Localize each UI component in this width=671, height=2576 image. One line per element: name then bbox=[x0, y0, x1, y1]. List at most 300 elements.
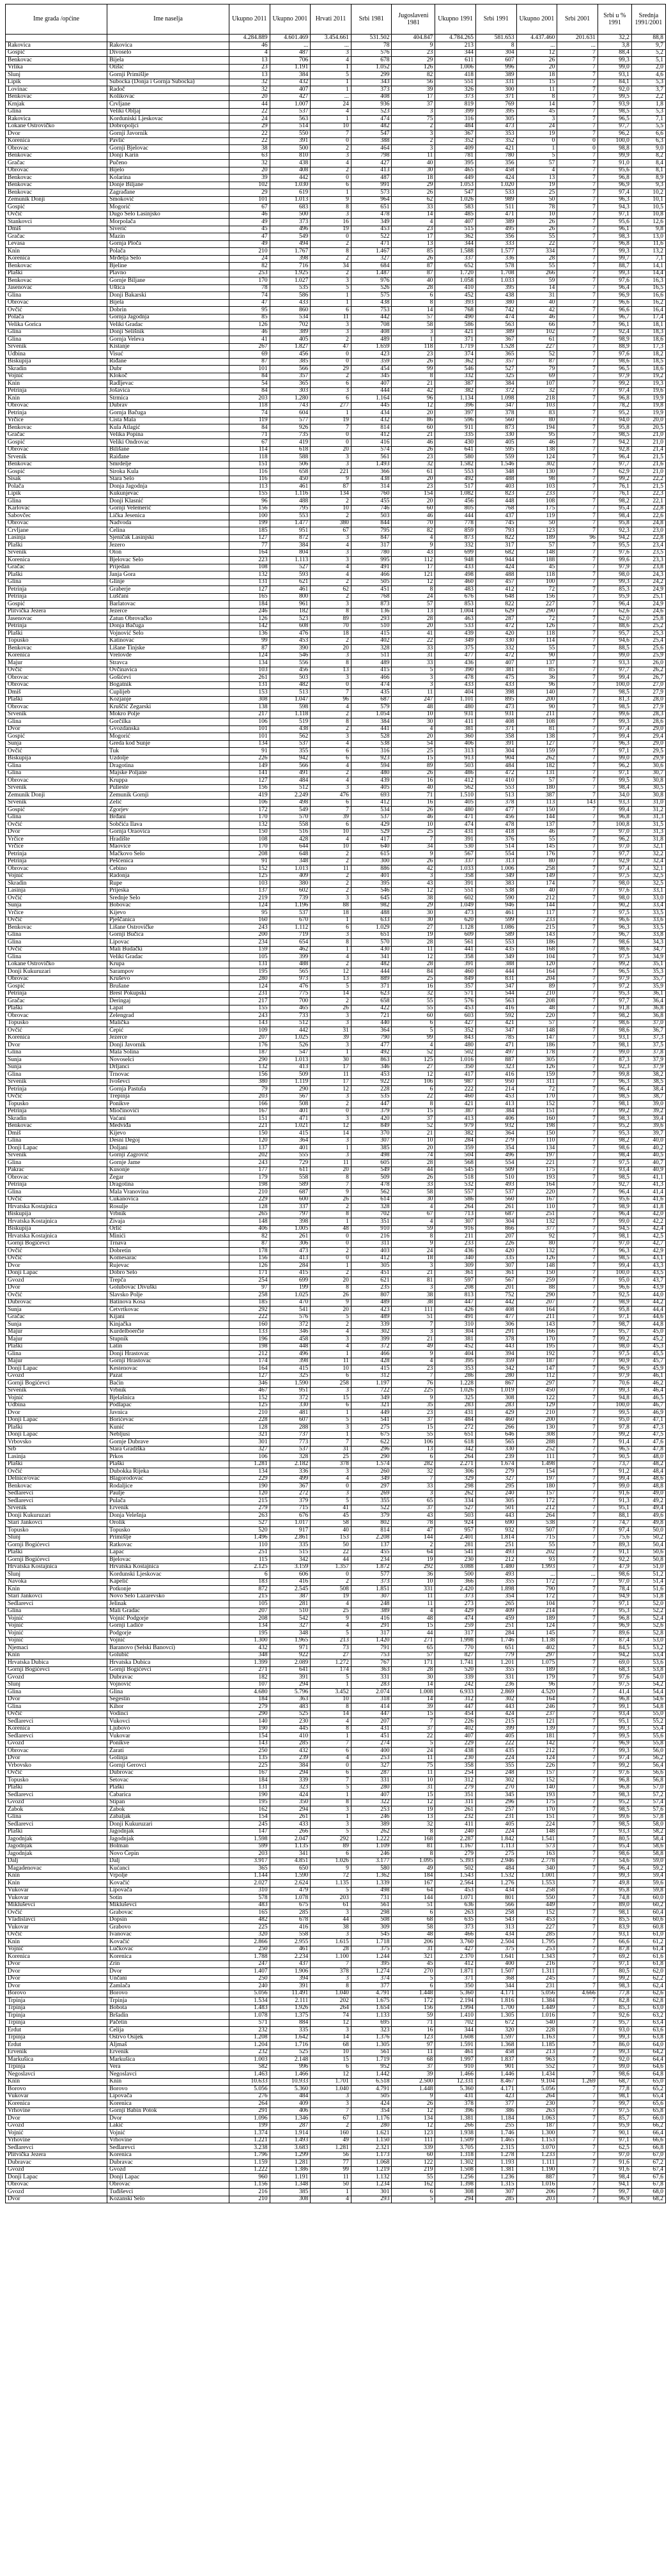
value-cell: 264 bbox=[516, 2093, 557, 2100]
value-cell: 98,1 bbox=[598, 1233, 631, 1241]
value-cell: 9 bbox=[392, 1351, 435, 1358]
value-cell: 3 bbox=[311, 652, 351, 660]
value-cell: 0 bbox=[311, 1240, 351, 1248]
table-row bbox=[6, 1277, 666, 1285]
value-cell: 395 bbox=[435, 160, 476, 167]
value-cell: 2.027 bbox=[229, 1880, 270, 1888]
value-cell: 199 bbox=[270, 1284, 311, 1292]
value-cell: 23 bbox=[392, 1409, 435, 1417]
value-cell: 729 bbox=[270, 1160, 311, 1167]
value-cell: 167 bbox=[229, 1769, 270, 1777]
settlement-cell: Kozanski Selo bbox=[107, 2196, 229, 2203]
value-cell: 96,3 bbox=[598, 740, 631, 748]
table-row bbox=[6, 49, 666, 57]
municipality-cell: Delnice/ovac bbox=[6, 1475, 107, 1483]
value-cell: 126 bbox=[516, 1255, 557, 1262]
municipality-cell: Gračac bbox=[6, 998, 107, 1005]
value-cell: 58,4 bbox=[631, 1836, 665, 1843]
value-cell: 101 bbox=[229, 366, 270, 373]
value-cell: 88,5 bbox=[598, 645, 631, 653]
municipality-cell: Ovčić bbox=[6, 917, 107, 924]
value-cell: 6 bbox=[392, 292, 435, 300]
value-cell: 394 bbox=[270, 1975, 311, 1983]
value-cell: 99,2 bbox=[598, 1975, 631, 1983]
value-cell: 574 bbox=[351, 446, 392, 454]
settlement-cell: Dalj bbox=[107, 1858, 229, 1865]
value-cell: 192 bbox=[516, 1351, 557, 1358]
table-row bbox=[6, 1137, 666, 1145]
municipality-cell: Gornji Bogićevci bbox=[6, 1240, 107, 1248]
value-cell: 1.302 bbox=[435, 2159, 476, 2167]
value-cell: 40 bbox=[392, 277, 435, 285]
value-cell: 266 bbox=[270, 1828, 311, 1836]
municipality-cell: Glina bbox=[6, 1689, 107, 1696]
value-cell: 690 bbox=[475, 1519, 516, 1527]
value-cell: 18 bbox=[392, 175, 435, 182]
table-row bbox=[6, 1931, 666, 1939]
value-cell: 96,8 bbox=[598, 1777, 631, 1785]
table-row bbox=[6, 2078, 666, 2086]
value-cell: 18 bbox=[392, 1255, 435, 1262]
value-cell: 3,8 bbox=[598, 42, 631, 50]
value-cell: 100,0 bbox=[598, 1402, 631, 1409]
value-cell: 107 bbox=[229, 1681, 270, 1689]
value-cell: 26 bbox=[392, 189, 435, 197]
value-cell: 504 bbox=[435, 1152, 476, 1160]
value-cell: 7 bbox=[557, 1806, 598, 1814]
municipality-cell: Dmiš bbox=[6, 226, 107, 233]
value-cell: 6 bbox=[311, 2063, 351, 2071]
table-row bbox=[6, 93, 666, 101]
value-cell: 30 bbox=[392, 718, 435, 726]
value-cell: 28,6 bbox=[631, 718, 665, 726]
settlement-cell: Novo Selo Lazarevsko bbox=[107, 1593, 229, 1601]
value-cell: 499 bbox=[270, 1475, 311, 1483]
table-row bbox=[6, 792, 666, 800]
value-cell: 7 bbox=[557, 924, 598, 932]
value-cell: 498 bbox=[351, 1152, 392, 1160]
value-cell: 164 bbox=[516, 1696, 557, 1703]
value-cell: 263 bbox=[435, 1909, 476, 1917]
value-cell: 138 bbox=[516, 446, 557, 454]
value-cell: 309 bbox=[351, 1924, 392, 1932]
settlement-cell: Kusonje bbox=[107, 1167, 229, 1174]
value-cell: 331 bbox=[351, 1674, 392, 1682]
value-cell: 961 bbox=[270, 601, 311, 609]
settlement-cell: Dragotina bbox=[107, 1181, 229, 1189]
value-cell: 305 bbox=[516, 1057, 557, 1064]
municipality-cell: Jasenovac bbox=[6, 616, 107, 623]
value-cell: 74,7 bbox=[598, 1519, 631, 1527]
value-cell: 7 bbox=[311, 1960, 351, 1968]
settlement-cell: Čabarica bbox=[107, 1792, 229, 1799]
settlement-cell: Ponikve bbox=[107, 1740, 229, 1748]
value-cell: 280 bbox=[351, 1784, 392, 1792]
settlement-cell: Zelengrad bbox=[107, 1013, 229, 1020]
settlement-cell: Tuđiševci bbox=[107, 2189, 229, 2196]
municipality-cell: Erdut bbox=[6, 2042, 107, 2049]
settlement-cell: Gornja Jagodnja bbox=[107, 314, 229, 322]
value-cell: 45 bbox=[516, 108, 557, 116]
value-cell: 262 bbox=[516, 755, 557, 763]
value-cell: 74 bbox=[229, 292, 270, 300]
value-cell: 390 bbox=[435, 667, 476, 674]
value-cell: 7 bbox=[557, 630, 598, 638]
municipality-cell: Sunja bbox=[6, 1307, 107, 1314]
value-cell: 6.518 bbox=[351, 2078, 392, 2086]
value-cell: 7 bbox=[557, 542, 598, 550]
value-cell: 26 bbox=[392, 770, 435, 777]
value-cell: 106 bbox=[229, 718, 270, 726]
settlement-cell: Jezero bbox=[107, 542, 229, 550]
value-cell: 96,3 bbox=[598, 1248, 631, 1255]
value-cell: 9 bbox=[311, 476, 351, 483]
value-cell: 71 bbox=[229, 431, 270, 439]
value-cell: 263 bbox=[229, 1512, 270, 1520]
value-cell: 126 bbox=[516, 1064, 557, 1071]
value-cell: 372 bbox=[270, 1395, 311, 1402]
value-cell: 281 bbox=[435, 1542, 476, 1549]
value-cell: 451 bbox=[351, 586, 392, 594]
value-cell: 0 bbox=[311, 233, 351, 241]
value-cell: 82 bbox=[229, 1233, 270, 1241]
value-cell: 95,2 bbox=[598, 1122, 631, 1130]
table-row bbox=[6, 1454, 666, 1461]
value-cell: 491 bbox=[351, 564, 392, 571]
value-cell: 91 bbox=[229, 858, 270, 865]
settlement-cell: Stipan bbox=[107, 1799, 229, 1806]
table-row bbox=[6, 204, 666, 212]
value-cell: 99,8 bbox=[598, 1071, 631, 1079]
value-cell: 1.362 bbox=[351, 1872, 392, 1880]
value-cell: 323 bbox=[351, 2027, 392, 2035]
value-cell: 1.498 bbox=[516, 1461, 557, 1468]
value-cell: 43,3 bbox=[631, 1262, 665, 1270]
value-cell: 7 bbox=[557, 1769, 598, 1777]
value-cell: 991 bbox=[351, 182, 392, 189]
value-cell: 93,1 bbox=[598, 1931, 631, 1939]
value-cell: 233 bbox=[516, 490, 557, 498]
value-cell: 515 bbox=[435, 226, 476, 233]
value-cell: 795 bbox=[351, 527, 392, 535]
value-cell: 8 bbox=[392, 1828, 435, 1836]
municipality-cell: Petrinja bbox=[6, 410, 107, 417]
table-row bbox=[6, 1960, 666, 1968]
settlement-cell: Ćelija bbox=[107, 2027, 229, 2035]
value-cell: 346 bbox=[270, 1328, 311, 1336]
value-cell: 233 bbox=[435, 1240, 476, 1248]
table-row bbox=[6, 2027, 666, 2035]
value-cell: 7 bbox=[557, 1093, 598, 1101]
value-cell: 427 bbox=[435, 1946, 476, 1953]
value-cell: 7 bbox=[557, 623, 598, 630]
value-cell: 59,8 bbox=[631, 1887, 665, 1895]
value-cell: 14 bbox=[311, 1130, 351, 1138]
value-cell: 262 bbox=[435, 1490, 476, 1498]
value-cell: 7 bbox=[557, 1372, 598, 1380]
value-cell: 1.621 bbox=[351, 2130, 392, 2138]
value-cell: 1.112 bbox=[270, 924, 311, 932]
municipality-cell: Rakovica bbox=[6, 116, 107, 123]
value-cell: 312 bbox=[435, 1696, 476, 1703]
value-cell: 623 bbox=[351, 990, 392, 998]
value-cell: 7 bbox=[557, 424, 598, 432]
value-cell: 95,2 bbox=[598, 1799, 631, 1806]
value-cell: 78 bbox=[229, 284, 270, 292]
municipality-cell: Glina bbox=[6, 578, 107, 586]
value-cell: 98,3 bbox=[598, 1983, 631, 1990]
value-cell: 4 bbox=[392, 219, 435, 226]
value-cell: 314 bbox=[351, 483, 392, 491]
value-cell: 48 bbox=[392, 1931, 435, 1939]
value-cell: 471 bbox=[270, 1115, 311, 1123]
value-cell: 3 bbox=[311, 784, 351, 792]
value-cell: 140 bbox=[516, 689, 557, 697]
value-cell: 98,6 bbox=[598, 939, 631, 947]
value-cell: 1.054 bbox=[351, 711, 392, 718]
value-cell: 25 bbox=[311, 1608, 351, 1615]
value-cell: 407 bbox=[270, 86, 311, 94]
value-cell: 20 bbox=[311, 1307, 351, 1314]
value-cell: 47 bbox=[229, 299, 270, 307]
value-cell: 65,8 bbox=[631, 2107, 665, 2115]
value-cell: 359 bbox=[435, 1145, 476, 1152]
value-cell: 378 bbox=[311, 1461, 351, 1468]
table-row bbox=[6, 123, 666, 130]
value-cell: 120 bbox=[229, 1137, 270, 1145]
value-cell: 213 bbox=[311, 1637, 351, 1645]
value-cell: 101 bbox=[229, 733, 270, 741]
value-cell: 92,3 bbox=[598, 527, 631, 535]
value-cell: 449 bbox=[435, 175, 476, 182]
value-cell: 69 bbox=[516, 373, 557, 380]
value-cell: 215 bbox=[516, 924, 557, 932]
value-cell: 7 bbox=[557, 1542, 598, 1549]
value-cell: 7 bbox=[557, 1527, 598, 1535]
value-cell: 97,5 bbox=[598, 873, 631, 880]
value-cell: 7 bbox=[557, 1277, 598, 1285]
value-cell: 430 bbox=[351, 946, 392, 954]
value-cell: 178 bbox=[229, 1248, 270, 1255]
value-cell: 2.182 bbox=[270, 1461, 311, 1468]
settlement-cell: Kovačić bbox=[107, 1880, 229, 1888]
value-cell: 464 bbox=[351, 145, 392, 153]
settlement-cell: Plavno bbox=[107, 270, 229, 277]
value-cell: 150 bbox=[229, 828, 270, 836]
value-cell: 412 bbox=[351, 431, 392, 439]
value-cell: 397 bbox=[435, 410, 476, 417]
settlement-cell: Pavlić bbox=[107, 137, 229, 145]
table-row bbox=[6, 1652, 666, 1659]
municipality-cell: Vojnić bbox=[6, 1615, 107, 1623]
value-cell: 60 bbox=[392, 424, 435, 432]
value-cell: 185 bbox=[229, 527, 270, 535]
value-cell: 8 bbox=[311, 204, 351, 212]
value-cell: 285 bbox=[475, 2196, 516, 2203]
value-cell: 2 bbox=[311, 858, 351, 865]
municipality-cell: Hrvatska Kostajnica bbox=[6, 1204, 107, 1211]
value-cell: 412 bbox=[435, 1960, 476, 1968]
value-cell: 458 bbox=[475, 167, 516, 175]
settlement-cell: Kihor bbox=[107, 1703, 229, 1711]
value-cell: 2.370 bbox=[435, 1953, 476, 1961]
municipality-cell: Lasinja bbox=[6, 1454, 107, 1461]
settlement-cell: Knin bbox=[107, 2078, 229, 2086]
value-cell: 7 bbox=[557, 380, 598, 388]
value-cell: 95,0 bbox=[598, 1416, 631, 1424]
value-cell: 781 bbox=[435, 152, 476, 160]
value-cell: 98,6 bbox=[598, 946, 631, 954]
municipality-cell: Vrčice bbox=[6, 417, 107, 424]
value-cell: 97,6 bbox=[598, 549, 631, 557]
table-row bbox=[6, 1446, 666, 1454]
municipality-cell: Dalj bbox=[6, 1858, 107, 1865]
value-cell: 266 bbox=[516, 270, 557, 277]
value-cell: 7 bbox=[557, 2130, 598, 2138]
value-cell: 580 bbox=[435, 454, 476, 462]
settlement-cell: Pješčanica bbox=[107, 917, 229, 924]
value-cell: 154 bbox=[392, 490, 435, 498]
value-cell: 98,6 bbox=[598, 2071, 631, 2079]
value-cell: 41 bbox=[392, 630, 435, 638]
settlement-cell: Vojnović bbox=[107, 1681, 229, 1689]
value-cell: 134 bbox=[311, 490, 351, 498]
settlement-cell: Gornji Bogićevci bbox=[107, 1666, 229, 1674]
value-cell: 8 bbox=[516, 93, 557, 101]
value-cell: 7 bbox=[557, 807, 598, 814]
value-cell: 352 bbox=[435, 137, 476, 145]
value-cell: 24,9 bbox=[631, 601, 665, 609]
value-cell: 96,4 bbox=[598, 1865, 631, 1873]
value-cell: 25 bbox=[392, 975, 435, 983]
value-cell: 0 bbox=[311, 358, 351, 366]
value-cell: 11 bbox=[392, 1601, 435, 1608]
settlement-cell: Gornja Pastuša bbox=[107, 1086, 229, 1094]
value-cell: 459 bbox=[475, 1615, 516, 1623]
value-cell: 3 bbox=[311, 601, 351, 609]
value-cell: 57 bbox=[392, 601, 435, 609]
value-cell: 651 bbox=[351, 931, 392, 939]
value-cell: 304 bbox=[475, 49, 516, 57]
municipality-cell: Obrovac bbox=[6, 975, 107, 983]
value-cell: 302 bbox=[516, 461, 557, 469]
value-cell: 47 bbox=[229, 233, 270, 241]
value-cell: 23,4 bbox=[631, 542, 665, 550]
table-row bbox=[6, 704, 666, 711]
value-cell: 84 bbox=[229, 424, 270, 432]
value-cell: 7 bbox=[557, 2137, 598, 2145]
value-cell: 34,3 bbox=[631, 939, 665, 947]
value-cell: 417 bbox=[351, 836, 392, 844]
value-cell: 518 bbox=[435, 1174, 476, 1182]
table-row bbox=[6, 1556, 666, 1564]
value-cell: 10 bbox=[311, 1365, 351, 1373]
settlement-cell: Dvor bbox=[107, 1968, 229, 1976]
value-cell: 622 bbox=[351, 1439, 392, 1447]
value-cell: 67 bbox=[229, 439, 270, 447]
value-cell: 330 bbox=[475, 637, 516, 645]
column-header: Jugoslaveni 1981 bbox=[392, 4, 435, 35]
value-cell: 48,2 bbox=[631, 1461, 665, 1468]
value-cell: 553 bbox=[475, 939, 516, 947]
settlement-cell: Lapat bbox=[107, 1005, 229, 1013]
value-cell: 3 bbox=[311, 549, 351, 557]
value-cell: 16,5 bbox=[631, 284, 665, 292]
value-cell: 10.633 bbox=[229, 2078, 270, 2086]
value-cell: 373 bbox=[435, 93, 476, 101]
value-cell: 305 bbox=[475, 1498, 516, 1505]
value-cell: 746 bbox=[351, 505, 392, 513]
value-cell: 303 bbox=[270, 387, 311, 395]
value-cell: 443 bbox=[475, 1512, 516, 1520]
value-cell: 221 bbox=[516, 1160, 557, 1167]
value-cell: 6 bbox=[311, 380, 351, 388]
value-cell: 74 bbox=[311, 2012, 351, 2020]
value-cell: 924 bbox=[435, 1519, 476, 1527]
value-cell: 93,3 bbox=[598, 1828, 631, 1836]
value-cell: 131 bbox=[229, 578, 270, 586]
value-cell: 3 bbox=[311, 1115, 351, 1123]
value-cell: 24 bbox=[392, 1248, 435, 1255]
value-cell: 50,6 bbox=[631, 1549, 665, 1556]
table-row bbox=[6, 2056, 666, 2064]
value-cell: 43 bbox=[392, 880, 435, 888]
table-row bbox=[6, 1160, 666, 1167]
value-cell: 22,8 bbox=[631, 505, 665, 513]
municipality-cell: Dvor bbox=[6, 1409, 107, 1417]
value-cell: 348 bbox=[270, 1630, 311, 1638]
value-cell: 64,2 bbox=[631, 2049, 665, 2056]
value-cell: 19,9 bbox=[631, 395, 665, 403]
value-cell: 286 bbox=[435, 1372, 476, 1380]
value-cell: 473 bbox=[270, 1248, 311, 1255]
value-cell: 1 bbox=[311, 1733, 351, 1741]
value-cell: 42,0 bbox=[631, 1211, 665, 1218]
value-cell: 197 bbox=[516, 1475, 557, 1483]
value-cell: 435 bbox=[351, 689, 392, 697]
value-cell: 62,0 bbox=[631, 1968, 665, 1976]
value-cell: 212 bbox=[516, 895, 557, 903]
municipality-cell: Knin bbox=[6, 1939, 107, 1946]
value-cell: 254 bbox=[229, 1277, 270, 1285]
value-cell: 7 bbox=[557, 1431, 598, 1439]
value-cell: 26 bbox=[392, 858, 435, 865]
value-cell: 7 bbox=[557, 865, 598, 873]
value-cell: 7 bbox=[557, 2071, 598, 2079]
value-cell: 6 bbox=[311, 1769, 351, 1777]
value-cell: 22 bbox=[311, 1549, 351, 1556]
value-cell: 23 bbox=[392, 226, 435, 233]
value-cell: 23 bbox=[392, 454, 435, 462]
value-cell: 7 bbox=[557, 1784, 598, 1792]
value-cell: 97,0 bbox=[598, 2152, 631, 2159]
value-cell: 398 bbox=[475, 689, 516, 697]
value-cell: 7 bbox=[557, 777, 598, 785]
value-cell: 1.095 bbox=[392, 1858, 435, 1865]
value-cell: 46 bbox=[392, 513, 435, 520]
value-cell: 99,7 bbox=[598, 2100, 631, 2108]
value-cell: 621 bbox=[351, 1277, 392, 1285]
value-cell: 290 bbox=[516, 608, 557, 616]
value-cell: 484 bbox=[270, 2093, 311, 2100]
value-cell: 598 bbox=[270, 704, 311, 711]
value-cell: 19 bbox=[311, 1593, 351, 1601]
value-cell: 53,4 bbox=[631, 1652, 665, 1659]
value-cell: 1.532 bbox=[475, 1872, 516, 1880]
value-cell: 64 bbox=[392, 1549, 435, 1556]
value-cell: 14 bbox=[311, 2034, 351, 2042]
municipality-cell: Gospić bbox=[6, 204, 107, 212]
